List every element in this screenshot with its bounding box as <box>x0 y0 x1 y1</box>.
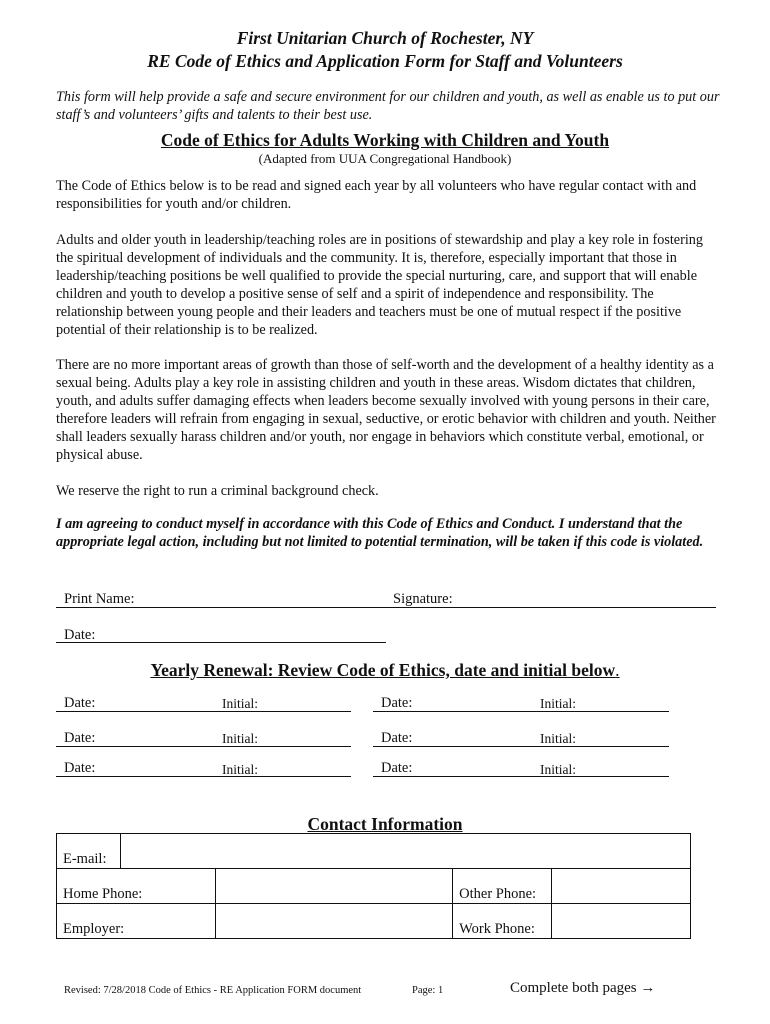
renewal-initial-label: Initial: <box>222 731 258 746</box>
renewal-date-field[interactable] <box>56 776 214 777</box>
revision-note: Revised: 7/28/2018 Code of Ethics - RE Application FORM document <box>64 985 362 996</box>
form-title: RE Code of Ethics and Application Form for Staff and Volunteers <box>147 51 623 71</box>
renewal-initial-field[interactable] <box>531 711 669 712</box>
renewal-date-field[interactable] <box>373 776 531 777</box>
other-phone-field[interactable] <box>551 869 690 903</box>
email-label: E-mail: <box>57 834 121 869</box>
page-number: Page: 1 <box>412 985 444 996</box>
print-name-label: Print Name: <box>64 591 135 607</box>
renewal-initial-label: Initial: <box>540 696 576 711</box>
other-phone-label: Other Phone: <box>459 886 537 902</box>
renewal-initial-label: Initial: <box>222 696 258 711</box>
renewal-date-field[interactable] <box>373 711 531 712</box>
signature-label: Signature: <box>393 591 453 607</box>
employer-label: Employer: <box>57 904 216 939</box>
home-phone-field[interactable] <box>216 869 453 904</box>
signature-field[interactable] <box>390 607 716 608</box>
employer-field[interactable] <box>216 904 453 939</box>
renewal-date-label: Date: <box>381 760 413 776</box>
renewal-date-label: Date: <box>381 730 413 746</box>
renewal-date-field[interactable] <box>373 746 531 747</box>
renewal-initial-label: Initial: <box>540 762 576 777</box>
work-phone-label: Work Phone: <box>459 921 535 937</box>
renewal-date-field[interactable] <box>56 711 214 712</box>
contact-heading: Contact Information <box>307 814 463 834</box>
intro-text: This form will help provide a safe and secure environment for our children and youth, as well as enable us to put our staff’s and volunteers’ gifts and talents to their best use. <box>56 89 720 123</box>
print-name-field[interactable] <box>56 607 390 608</box>
date-field[interactable] <box>56 642 386 643</box>
renewal-initial-field[interactable] <box>531 776 669 777</box>
renewal-date-label: Date: <box>381 695 413 711</box>
renewal-initial-field[interactable] <box>214 746 351 747</box>
renewal-initial-field[interactable] <box>214 776 351 777</box>
code-subheading: (Adapted from UUA Congregational Handbook) <box>258 151 512 166</box>
renewal-heading: Yearly Renewal: Review Code of Ethics, date and initial below. <box>150 660 620 680</box>
code-paragraph-2: Adults and older youth in leadership/teaching roles are in positions of stewardship and play a key role in fostering the spiritual development of individuals and the community. It is, therefore, especially important that those in leadership/teaching positions be well qualified to provide the special nurturing, care, and support that will enable children and youth to develop a positive sense of self and a spirit of independence and responsibility. The relationship between young people and their leaders and teachers must be one of mutual respect if the positive potential of their relationship is to be realized. <box>56 232 703 338</box>
code-paragraph-4: We reserve the right to run a criminal background check. <box>56 483 379 499</box>
renewal-date-label: Date: <box>64 730 96 746</box>
renewal-initial-field[interactable] <box>214 711 351 712</box>
renewal-date-label: Date: <box>64 695 96 711</box>
renewal-initial-field[interactable] <box>531 746 669 747</box>
code-paragraph-3: There are no more important areas of growth than those of self-worth and the development of a healthy identity as a sexual being. Adults play a key role in assisting children and youth in these areas. Wisdom dictates that children, youth, and adults suffer damaging effects when leaders become sexually involved with young persons in their care, therefore leaders will refrain from engaging in sexual, seductive, or erotic behavior with children and youth. Neither shall leaders sexually harass children and/or youth, nor engage in behaviors which constitute verbal, emotional, or physical abuse. <box>56 357 716 463</box>
renewal-date-field[interactable] <box>56 746 214 747</box>
church-title: First Unitarian Church of Rochester, NY <box>236 28 534 48</box>
contact-table <box>56 833 691 939</box>
renewal-initial-label: Initial: <box>222 762 258 777</box>
code-heading: Code of Ethics for Adults Working with Children and Youth <box>160 130 610 150</box>
home-phone-label: Home Phone: <box>57 869 216 904</box>
date-label: Date: <box>64 627 96 643</box>
complete-both-pages-note: Complete both pages → <box>510 980 656 996</box>
email-field[interactable] <box>121 834 691 869</box>
renewal-initial-label: Initial: <box>540 731 576 746</box>
renewal-date-label: Date: <box>64 760 96 776</box>
code-paragraph-1: The Code of Ethics below is to be read and signed each year by all volunteers who have regular contact with and responsibilities for youth and/or children. <box>56 178 697 212</box>
agreement-statement: I am agreeing to conduct myself in accordance with this Code of Ethics and Conduct. I understand that the appropriate legal action, including but not limited to potential termination, will be taken if this code is violated. <box>56 516 704 550</box>
work-phone-field[interactable] <box>551 904 690 938</box>
